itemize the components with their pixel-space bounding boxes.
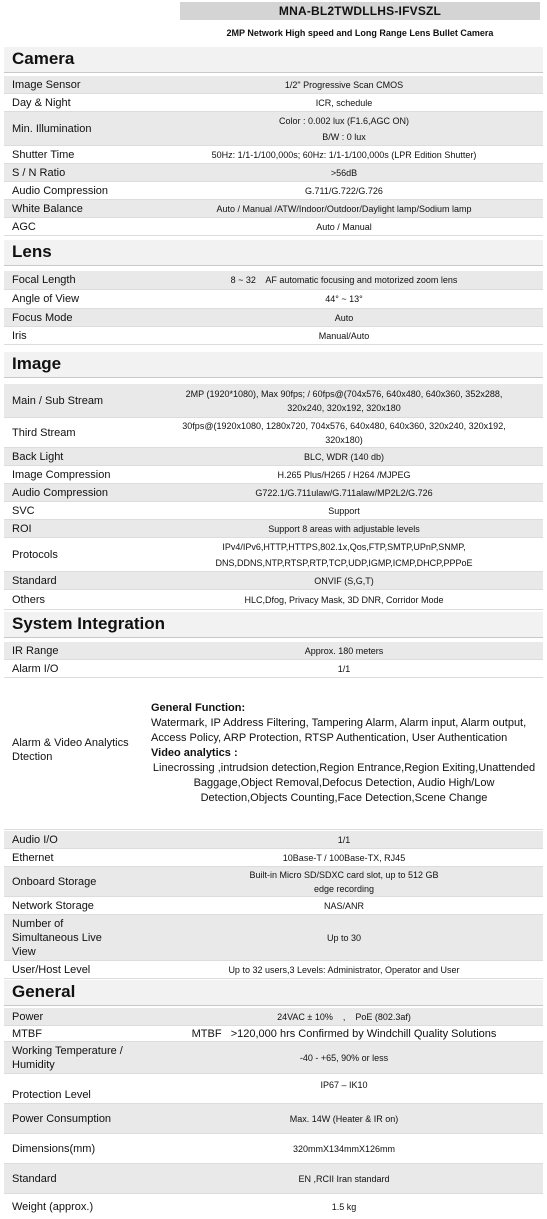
table-row: [4, 384, 543, 418]
table-row: [4, 1074, 543, 1104]
table-row: [4, 1164, 543, 1194]
spec-value: MTBF >120,000 hrs Confirmed by Windchill Quality Solutions: [191, 1027, 497, 1040]
spec-value: [145, 114, 543, 144]
table-row: [4, 1042, 543, 1074]
spec-label: SVC: [12, 504, 35, 517]
spec-value: Auto: [334, 312, 354, 323]
spec-label: Power Consumption: [12, 1112, 112, 1125]
spec-label: Image Sensor: [12, 78, 81, 91]
spec-label: Angle of View: [12, 293, 80, 305]
spec-value: 1/1: [337, 663, 351, 674]
spec-value-line2: edge recording: [313, 883, 375, 894]
table-row: [4, 867, 543, 897]
spec-value-analytics: [145, 701, 543, 806]
spec-label: Focal Length: [12, 274, 76, 286]
table-row: [4, 164, 543, 182]
spec-value-line2: DNS,DDNS,NTP,RTSP,RTP,TCP,UDP,IGMP,ICMP,DHCP,PPPoE: [215, 557, 473, 568]
spec-label: Network Storage: [12, 899, 94, 912]
spec-value: Auto / Manual /ATW/Indoor/Outdoor/Daylight lamp/Sodium lamp: [216, 203, 472, 214]
spec-label: Image Compression: [12, 468, 111, 481]
product-subtitle: 2MP Network High speed and Long Range Lens Bullet Camera: [226, 28, 494, 38]
spec-value-line2: B/W : 0 lux: [322, 131, 366, 142]
spec-label: Onboard Storage: [12, 875, 97, 888]
spec-label: Iris: [12, 329, 27, 342]
video-analytics-text: Linecrossing ,intrudsion detection,Region Entrance,Region Exiting,Unattended Baggage,Object Removal,Defocus Detection, Audio High/Low Detection,Objects Counting,Face Detection,Scene Change: [152, 762, 536, 804]
spec-value: Approx. 180 meters: [304, 645, 384, 656]
general-function-text: Watermark, IP Address Filtering, Tampering Alarm, Alarm input, Alarm output, Access Policy, ARP Protection, RTSP Authentication, User Authentication: [151, 717, 527, 744]
table-row: [4, 572, 543, 590]
spec-label: Number of Simultaneous Live View: [12, 917, 102, 958]
spec-value: 24VAC ± 10% , PoE (802.3af): [277, 1011, 411, 1022]
spec-label: Focus Mode: [12, 311, 73, 324]
spec-label: Audio I/O: [12, 833, 58, 846]
spec-value-line1: Built-in Micro SD/SDXC card slot, up to 512 GB: [249, 869, 439, 880]
spec-label: Working Temperature / Humidity: [12, 1044, 123, 1071]
spec-label: Third Stream: [12, 426, 76, 439]
spec-value: 1.5 kg: [331, 1201, 357, 1212]
spec-value-line2: 320x240, 320x192, 320x180: [287, 402, 401, 413]
spec-value: Auto / Manual: [316, 221, 372, 232]
table-row: [4, 590, 543, 610]
table-row: [4, 961, 543, 979]
spec-label: Audio Compression: [12, 184, 108, 197]
spec-label: Day & Night: [12, 96, 71, 109]
table-row: [4, 309, 543, 327]
table-row: [4, 448, 543, 466]
spec-value: Up to 32 users,3 Levels: Administrator, Operator and User: [228, 964, 460, 975]
spec-label: MTBF: [12, 1027, 42, 1040]
table-row: [4, 520, 543, 538]
table-row: [4, 466, 543, 484]
spec-label: IR Range: [12, 644, 59, 657]
section-image: Image: [4, 352, 543, 378]
spec-label: AGC: [12, 220, 36, 233]
spec-value: Max. 14W (Heater & IR on): [289, 1113, 399, 1124]
spec-value-line2: 320x180): [325, 434, 363, 445]
spec-value: 50Hz: 1/1-1/100,000s; 60Hz: 1/1-1/100,000s (LPR Edition Shutter): [211, 149, 477, 160]
table-row: [4, 271, 543, 290]
table-row: [4, 418, 543, 448]
spec-label: Protection Level: [12, 1088, 91, 1101]
spec-value: Up to 30: [326, 932, 362, 943]
spec-value: ICR, schedule: [315, 97, 373, 108]
spec-label: Alarm I/O: [12, 662, 59, 675]
spec-value: IP67 – IK10: [320, 1079, 368, 1090]
spec-label: Min. Illumination: [12, 122, 92, 135]
spec-label: User/Host Level: [12, 963, 91, 976]
table-row: [4, 76, 543, 94]
spec-value: 10Base-T / 100Base-TX, RJ45: [282, 852, 406, 863]
spec-label: Power: [12, 1010, 44, 1023]
table-row: [4, 642, 543, 660]
section-system-integration: System Integration: [4, 612, 543, 638]
table-row: [4, 1026, 543, 1042]
spec-value: H.265 Plus/H265 / H264 /MJPEG: [277, 469, 411, 480]
table-row: [4, 1008, 543, 1026]
spec-label: Audio Compression: [12, 486, 108, 499]
spec-value: [145, 387, 543, 415]
spec-label: Main / Sub Stream: [12, 394, 104, 407]
spec-value: BLC, WDR (140 db): [303, 451, 385, 462]
spec-value: 8 ~ 32 AF automatic focusing and motorized zoom lens: [230, 275, 458, 285]
table-row: [4, 112, 543, 146]
spec-label: Others: [12, 593, 46, 606]
table-row: [4, 94, 543, 112]
spec-value: G722.1/G.711ulaw/G.711alaw/MP2L2/G.726: [255, 487, 433, 498]
spec-label: ROI: [12, 522, 32, 535]
table-row: [4, 538, 543, 572]
spec-value: HLC,Dfog, Privacy Mask, 3D DNR, Corridor Mode: [244, 594, 444, 605]
spec-value: 44° ~ 13°: [325, 294, 363, 304]
spec-value-line1: 2MP (1920*1080), Max 90fps; / 60fps@(704x576, 640x480, 640x360, 352x288,: [185, 388, 503, 399]
table-row-analytics: [4, 678, 543, 830]
table-row: [4, 327, 543, 345]
video-analytics-heading: Video analytics :: [151, 747, 238, 759]
spec-value: Support 8 areas with adjustable levels: [268, 523, 420, 534]
spec-label: Back Light: [12, 450, 64, 463]
table-row: [4, 290, 543, 309]
spec-value: [145, 540, 543, 570]
spec-value: 1/1: [337, 834, 351, 845]
spec-label: S / N Ratio: [12, 166, 66, 179]
spec-label: Ethernet: [12, 851, 54, 864]
spec-label: Standard: [12, 574, 57, 587]
spec-value: Manual/Auto: [318, 330, 370, 341]
table-row: [4, 182, 543, 200]
model-title: MNA-BL2TWDLLHS-IFVSZL: [180, 2, 540, 20]
table-row: [4, 915, 543, 961]
spec-value: -40 - +65, 90% or less: [299, 1052, 389, 1063]
section-camera: Camera: [4, 47, 543, 73]
section-general: General: [4, 980, 543, 1006]
spec-label: Dimensions(mm): [12, 1142, 96, 1155]
spec-value: ONVIF (S,G,T): [314, 575, 374, 586]
section-lens: Lens: [4, 240, 543, 266]
spec-label: White Balance: [12, 202, 83, 215]
table-row: [4, 660, 543, 678]
table-row: [4, 502, 543, 520]
table-row: [4, 484, 543, 502]
table-row: [4, 831, 543, 849]
table-row: [4, 146, 543, 164]
spec-value: EN ,RCII Iran standard: [298, 1173, 390, 1184]
table-row: [4, 218, 543, 236]
spec-value-line1: IPv4/IPv6,HTTP,HTTPS,802.1x,Qos,FTP,SMTP,UPnP,SNMP,: [222, 541, 466, 552]
table-row: [4, 897, 543, 915]
spec-value-line1: 30fps@(1920x1080, 1280x720, 704x576, 640x480, 640x360, 320x240, 320x192,: [182, 420, 506, 431]
spec-value: 1/2" Progressive Scan CMOS: [284, 79, 404, 90]
spec-value: NAS/ANR: [323, 900, 364, 911]
table-row: [4, 849, 543, 867]
spec-label: Protocols: [12, 548, 58, 561]
table-row: [4, 1104, 543, 1134]
spec-label: Weight (approx.): [12, 1200, 94, 1213]
spec-label: Alarm & Video Analytics Dtection: [12, 736, 129, 763]
spec-label: Shutter Time: [12, 148, 75, 161]
table-row: [4, 200, 543, 218]
spec-value: Support: [328, 505, 360, 516]
table-row: [4, 1194, 543, 1219]
table-row: [4, 1134, 543, 1164]
general-function-heading: General Function:: [151, 702, 246, 714]
spec-value: 320mmX134mmX126mm: [292, 1143, 396, 1154]
spec-value: G.711/G.722/G.726: [305, 185, 383, 196]
spec-value-line1: Color : 0.002 lux (F1.6,AGC ON): [278, 115, 410, 126]
spec-value: [145, 419, 543, 447]
spec-value: [145, 868, 543, 896]
spec-label: Standard: [12, 1172, 57, 1185]
spec-value: >56dB: [330, 167, 358, 178]
